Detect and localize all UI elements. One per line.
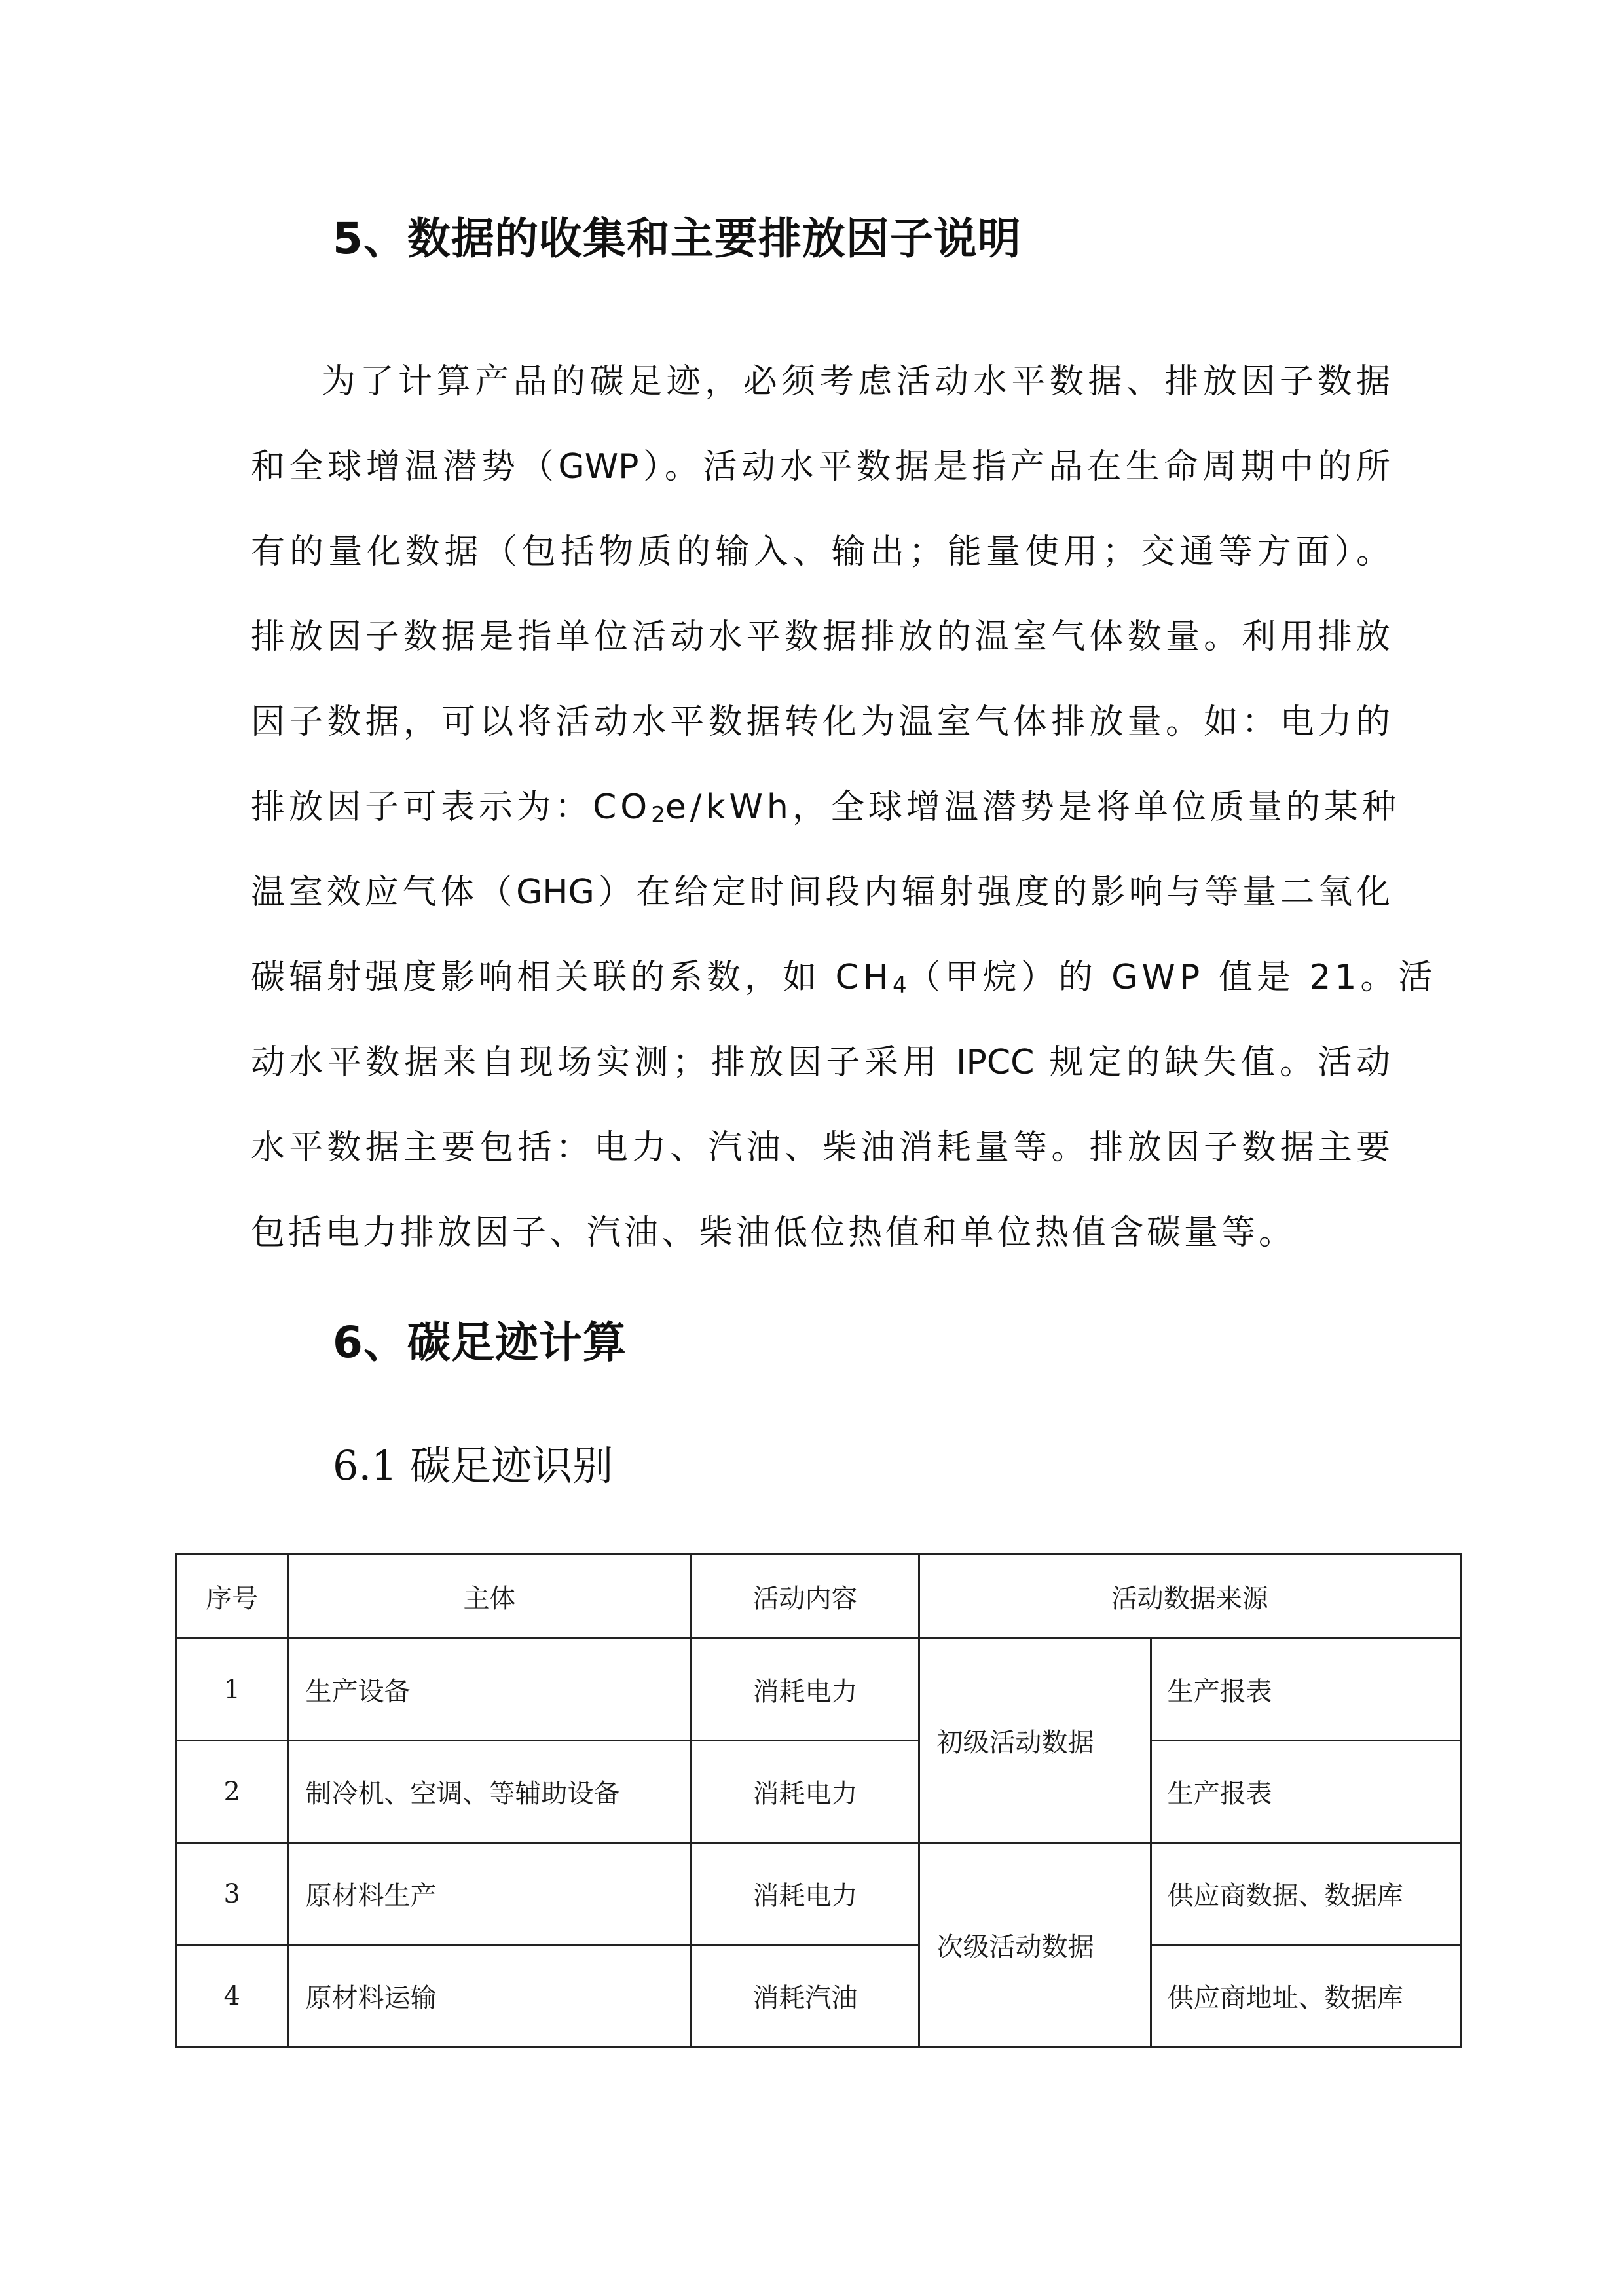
paragraph-line: 为了计算产品的碳足迹，必须考虑活动水平数据、排放因子数据 <box>322 362 1390 401</box>
table-row <box>177 1639 1461 1741</box>
line-text: e/kWh，全球增温潜势是将单位质量的某种 <box>665 788 1400 827</box>
paragraph-line: 排放因子数据是指单位活动水平数据排放的温室气体数量。利用排放 <box>251 617 1390 657</box>
table-header-row <box>177 1554 1461 1639</box>
section-6-1-subheading: 6.1 碳足迹识别 <box>333 1442 614 1489</box>
paragraph-line: 动水平数据来自现场实测；排放因子采用 IPCC 规定的缺失值。活动 <box>251 1043 1390 1082</box>
paragraph-line: 水平数据主要包括：电力、汽油、柴油消耗量等。排放因子数据主要 <box>251 1128 1390 1167</box>
cell-activity: 消耗汽油 <box>692 1945 919 2047</box>
paragraph-line <box>251 765 1400 850</box>
section-6-heading: 6、碳足迹计算 <box>333 1317 627 1368</box>
paragraph-line <box>251 935 1437 1020</box>
header-cell-subject: 主体 <box>287 1554 692 1639</box>
carbon-footprint-table <box>175 1553 1462 2048</box>
line-text: （甲烷）的 GWP 值是 21。活 <box>906 958 1437 997</box>
header-cell-no: 序号 <box>177 1554 288 1639</box>
line-text: 排放因子可表示为：CO <box>251 788 652 827</box>
cell-subject: 原材料运输 <box>287 1945 692 2047</box>
section-5-paragraph <box>251 339 1437 1275</box>
cell-source: 供应商数据、数据库 <box>1151 1843 1460 1945</box>
table-row <box>177 1843 1461 1945</box>
subscript: 4 <box>892 972 907 998</box>
paragraph-line: 有的量化数据（包括物质的输入、输出；能量使用；交通等方面）。 <box>251 532 1390 572</box>
table-row <box>177 1741 1461 1843</box>
cell-no: 1 <box>177 1639 288 1741</box>
table-row <box>177 1945 1461 2047</box>
cell-activity: 消耗电力 <box>692 1843 919 1945</box>
cell-source: 供应商地址、数据库 <box>1151 1945 1460 2047</box>
paragraph-line: 包括电力排放因子、汽油、柴油低位热值和单位热值含碳量等。 <box>251 1213 1297 1252</box>
cell-subject: 生产设备 <box>287 1639 692 1741</box>
header-cell-activity: 活动内容 <box>692 1554 919 1639</box>
paragraph-line: 因子数据，可以将活动水平数据转化为温室气体排放量。如：电力的 <box>251 702 1390 742</box>
cell-no: 3 <box>177 1843 288 1945</box>
cell-activity: 消耗电力 <box>692 1741 919 1843</box>
line-text: 碳辐射强度影响相关联的系数，如 CH <box>251 958 893 997</box>
header-cell-source: 活动数据来源 <box>919 1554 1461 1639</box>
cell-subject: 原材料生产 <box>287 1843 692 1945</box>
cell-data-level: 次级活动数据 <box>919 1843 1151 2047</box>
cell-no: 4 <box>177 1945 288 2047</box>
paragraph-line: 和全球增温潜势（GWP）。活动水平数据是指产品在生命周期中的所 <box>251 447 1390 486</box>
cell-subject: 制冷机、空调、等辅助设备 <box>287 1741 692 1843</box>
cell-activity: 消耗电力 <box>692 1639 919 1741</box>
section-5-heading: 5、数据的收集和主要排放因子说明 <box>333 213 1022 264</box>
subscript: 2 <box>651 802 665 828</box>
cell-source: 生产报表 <box>1151 1639 1460 1741</box>
cell-source: 生产报表 <box>1151 1741 1460 1843</box>
cell-no: 2 <box>177 1741 288 1843</box>
cell-data-level: 初级活动数据 <box>919 1639 1151 1843</box>
paragraph-line: 温室效应气体（GHG）在给定时间段内辐射强度的影响与等量二氧化 <box>251 873 1390 912</box>
